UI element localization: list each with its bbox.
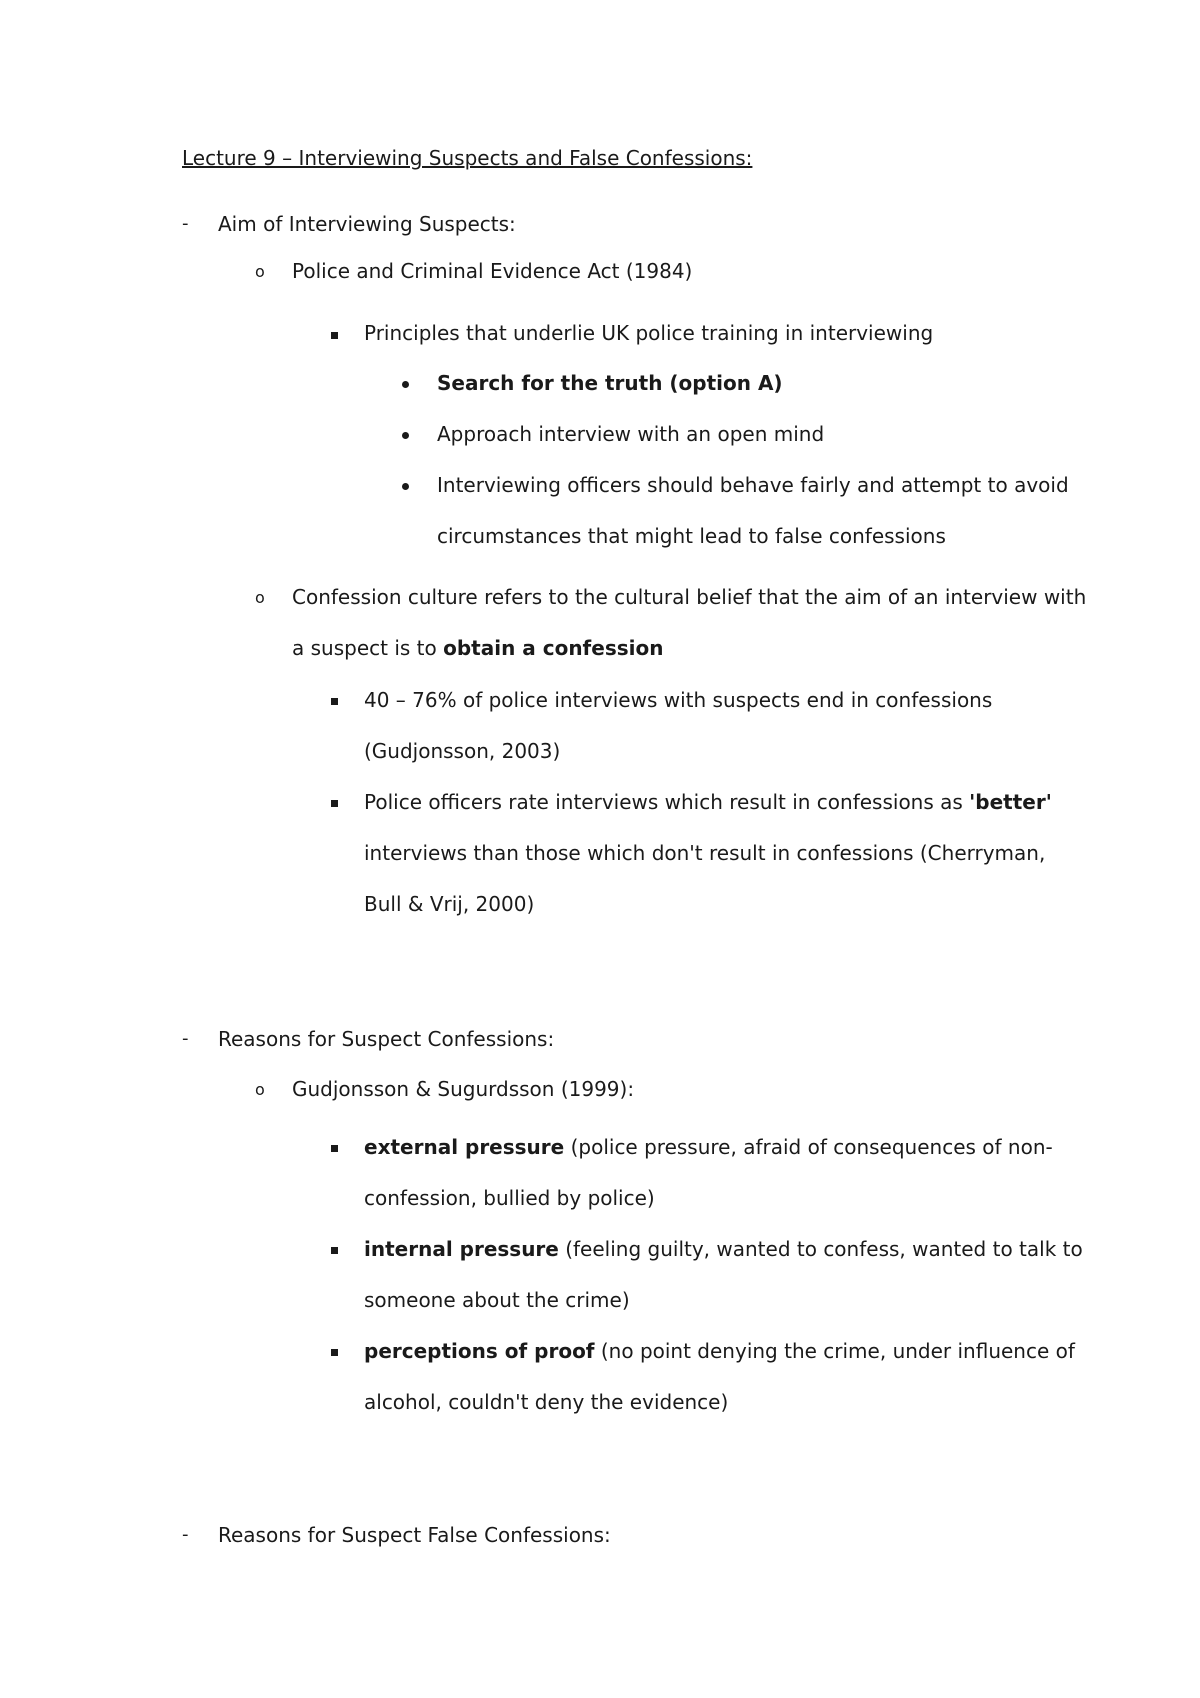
circle-bullet: o: [255, 262, 265, 281]
fair-item-line2: circumstances that might lead to false confessions: [437, 524, 946, 548]
square-bullet: [331, 332, 338, 339]
circle-bullet: o: [255, 588, 265, 607]
percent-item-line1: 40 – 76% of police interviews with suspects end in confessions: [364, 688, 993, 712]
culture-item-line1: Confession culture refers to the cultural belief that the aim of an interview with: [292, 585, 1087, 609]
fair-item-line1: Interviewing officers should behave fairly and attempt to avoid: [437, 473, 1069, 497]
dash-bullet: -: [182, 1524, 189, 1545]
internal-pressure-line1: internal pressure (feeling guilty, wanted to confess, wanted to talk to: [364, 1237, 1083, 1261]
section-heading-false-confessions: Reasons for Suspect False Confessions:: [218, 1523, 611, 1547]
round-bullet: [402, 381, 409, 388]
study-item: Gudjonsson & Sugurdsson (1999):: [292, 1077, 635, 1101]
square-bullet: [331, 1247, 338, 1254]
square-bullet: [331, 698, 338, 705]
truth-item: Search for the truth (option A): [437, 371, 783, 395]
rate-item-line1: Police officers rate interviews which result in confessions as 'better': [364, 790, 1052, 814]
internal-pressure-line2: someone about the crime): [364, 1288, 630, 1312]
rate-item-line3: Bull & Vrij, 2000): [364, 892, 535, 916]
rate-item-line2: interviews than those which don't result in confessions (Cherryman,: [364, 841, 1046, 865]
external-pressure-line1: external pressure (police pressure, afraid of consequences of non-: [364, 1135, 1053, 1159]
section-heading-reasons: Reasons for Suspect Confessions:: [218, 1027, 555, 1051]
proof-line2: alcohol, couldn't deny the evidence): [364, 1390, 729, 1414]
square-bullet: [331, 1145, 338, 1152]
external-pressure-line2: confession, bullied by police): [364, 1186, 655, 1210]
open-mind-item: Approach interview with an open mind: [437, 422, 825, 446]
principles-item: Principles that underlie UK police training in interviewing: [364, 321, 934, 345]
percent-item-line2: (Gudjonsson, 2003): [364, 739, 561, 763]
section-heading-aim: Aim of Interviewing Suspects:: [218, 212, 516, 236]
page-title: Lecture 9 – Interviewing Suspects and False Confessions:: [182, 146, 753, 170]
culture-item-line2: a suspect is to obtain a confession: [292, 636, 664, 660]
round-bullet: [402, 432, 409, 439]
square-bullet: [331, 800, 338, 807]
square-bullet: [331, 1349, 338, 1356]
dash-bullet: -: [182, 1028, 189, 1049]
proof-line1: perceptions of proof (no point denying the crime, under influence of: [364, 1339, 1075, 1363]
round-bullet: [402, 483, 409, 490]
dash-bullet: -: [182, 213, 189, 234]
pace-item: Police and Criminal Evidence Act (1984): [292, 259, 693, 283]
circle-bullet: o: [255, 1080, 265, 1099]
